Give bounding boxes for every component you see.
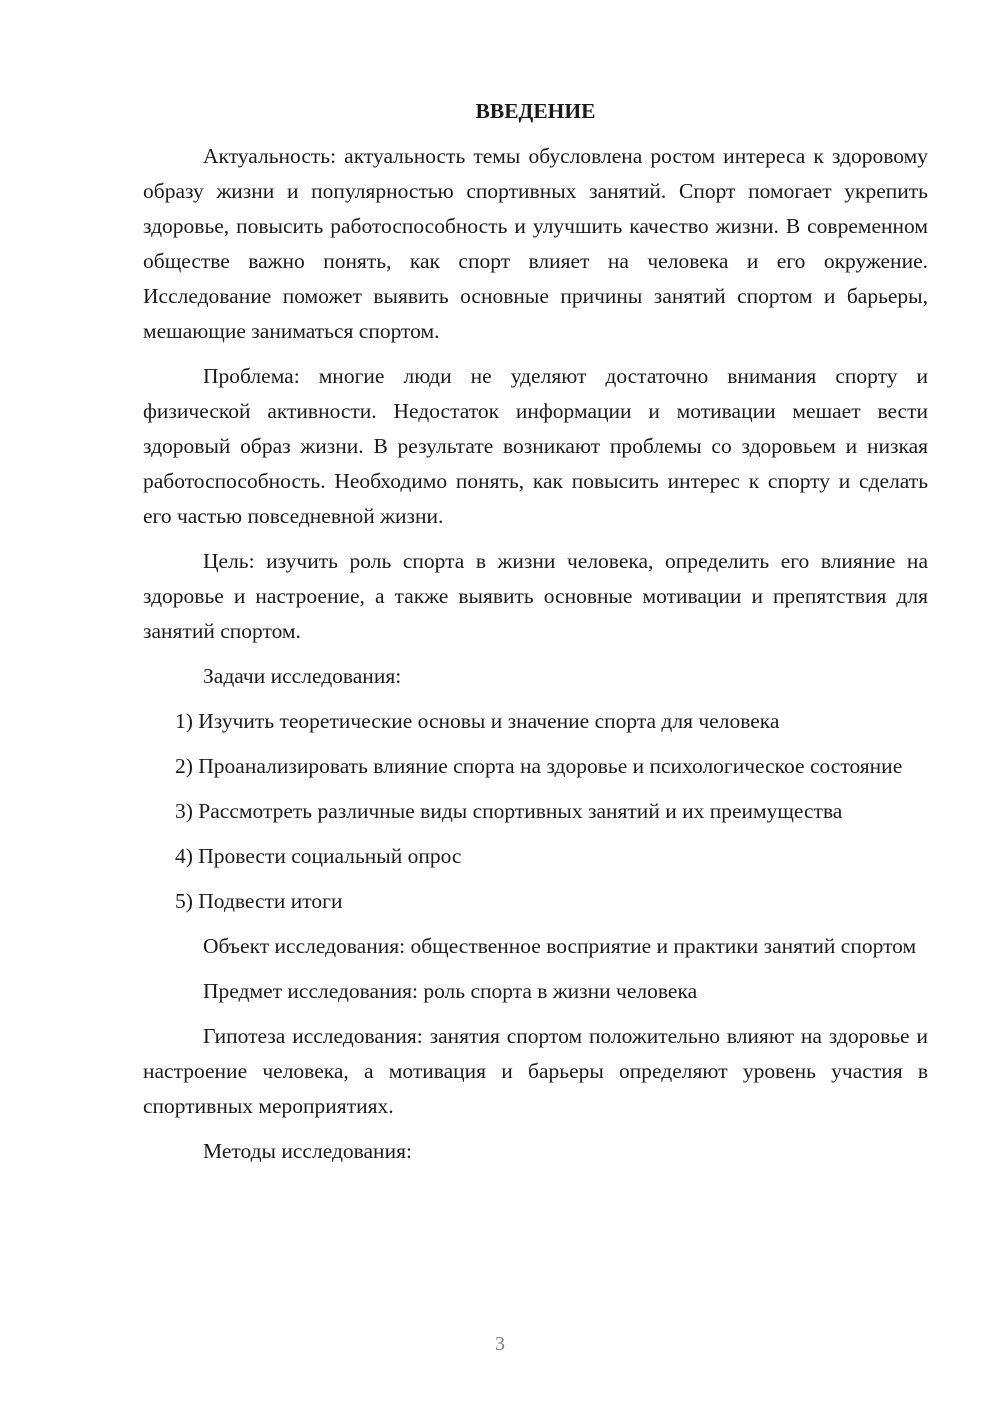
page-title: ВВЕДЕНИЕ — [475, 99, 596, 123]
task-item-3: 3) Рассмотреть различные виды спортивных занятий и их преимущества — [175, 799, 843, 823]
paragraph-subject: Предмет исследования: роль спорта в жизни человека — [203, 979, 698, 1003]
paragraph-methods: Методы исследования: — [203, 1139, 412, 1163]
page-number: 3 — [495, 1333, 505, 1355]
task-item-5: 5) Подвести итоги — [175, 889, 343, 913]
document-page — [143, 94, 928, 1179]
paragraph-object: Объект исследования: общественное восприятие и практики занятий спортом — [203, 934, 917, 958]
paragraph-relevance: Актуальность: актуальность темы обусловлена ростом интереса к здоровому образу жизни и популярностью спортивных занятий. Спорт помогает укрепить здоровье, повысить работоспособность и улучшить качество жизни. В современном обществе важно понять, как спорт влияет на человека и его окружение. Исследование поможет выявить основные причины занятий спортом и барьеры, мешающие заниматься спортом. — [143, 144, 928, 343]
task-item-2: 2) Проанализировать влияние спорта на здоровье и психологическое состояние — [175, 754, 903, 778]
task-item-4: 4) Провести социальный опрос — [175, 844, 462, 868]
paragraph-hypothesis: Гипотеза исследования: занятия спортом положительно влияют на здоровье и настроение человека, а мотивация и барьеры определяют уровень участия в спортивных мероприятиях. — [143, 1024, 928, 1118]
paragraph-tasks-heading: Задачи исследования: — [203, 664, 402, 688]
paragraph-problem: Проблема: многие люди не уделяют достаточно внимания спорту и физической активности. Недостаток информации и мотивации мешает вести здоровый образ жизни. В результате возникают проблемы со здоровьем и низкая работоспособность. Необходимо понять, как повысить интерес к спорту и сделать его частью повседневной жизни. — [143, 364, 928, 528]
paragraph-goal: Цель: изучить роль спорта в жизни человека, определить его влияние на здоровье и настроение, а также выявить основные мотивации и препятствия для занятий спортом. — [143, 549, 928, 643]
task-item-1: 1) Изучить теоретические основы и значение спорта для человека — [175, 709, 780, 733]
